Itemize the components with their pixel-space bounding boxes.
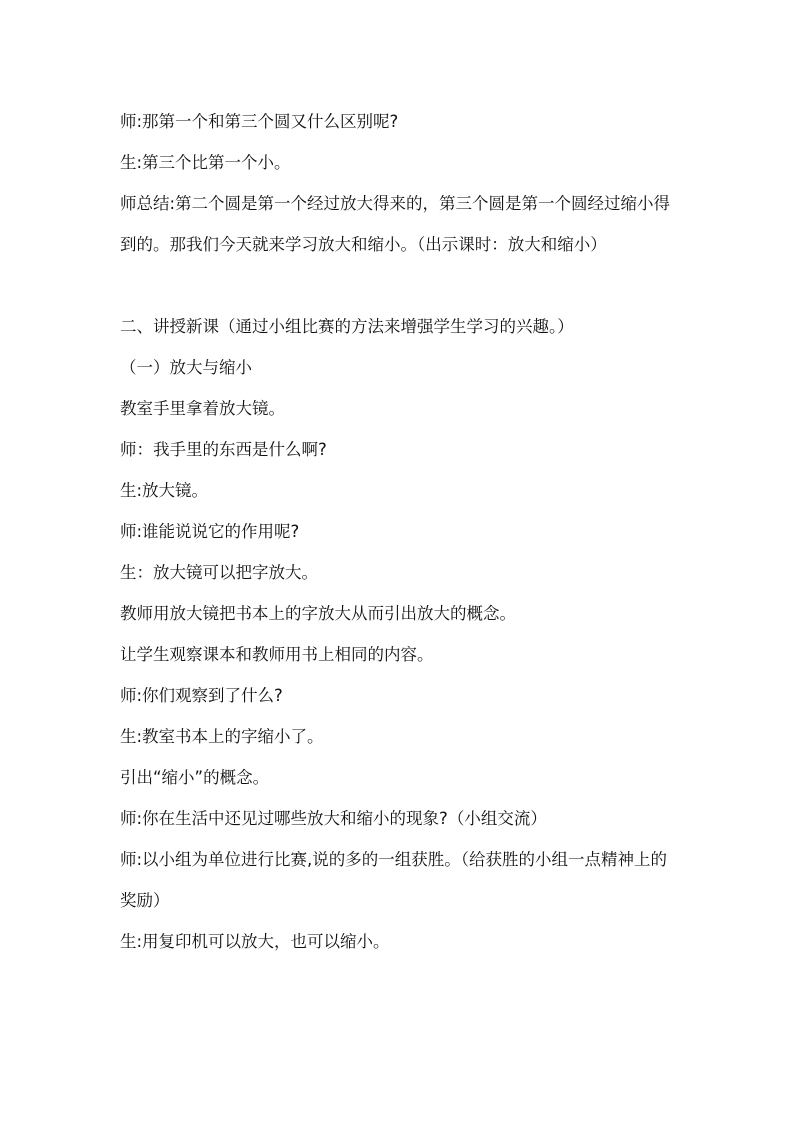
paragraph: 教师用放大镜把书本上的字放大从而引出放大的概念。	[120, 604, 516, 623]
paragraph: 师:以小组为单位进行比赛,说的多的一组获胜。（给获胜的小组一点精神上的奖励）	[120, 850, 668, 910]
paragraph: 生:放大镜。	[120, 481, 209, 500]
paragraph-gap	[120, 265, 680, 306]
paragraph: 师:那第一个和第三个圆又什么区别呢?	[120, 112, 399, 131]
paragraph: 师总结:第二个圆是第一个经过放大得来的，第三个圆是第一个圆经过缩小得到的。那我们今天就来学习放大和缩小。（出示课时：放大和缩小）	[120, 194, 671, 254]
paragraph: 师:你们观察到了什么?	[120, 686, 283, 705]
document-body	[120, 101, 680, 962]
paragraph: 生:用复印机可以放大，也可以缩小。	[120, 932, 390, 951]
paragraph: 师:谁能说说它的作用呢?	[120, 522, 300, 541]
paragraph: 生：放大镜可以把字放大。	[120, 563, 318, 582]
paragraph: 生:第三个比第一个小。	[120, 153, 291, 172]
paragraph: 引出“缩小”的概念。	[120, 768, 270, 787]
paragraph: 师:你在生活中还见过哪些放大和缩小的现象?（小组交流）	[120, 809, 547, 828]
paragraph: 教室手里拿着放大镜。	[120, 399, 285, 418]
paragraph: 师：我手里的东西是什么啊?	[120, 440, 327, 459]
paragraph: 生:教室书本上的字缩小了。	[120, 727, 324, 746]
paragraph: 让学生观察课本和教师用书上相同的内容。	[120, 645, 434, 664]
section-heading: 二、讲授新课（通过小组比赛的方法来增强学生学习的兴趣。）	[120, 317, 574, 336]
subsection-heading: （一）放大与缩小	[120, 358, 252, 377]
